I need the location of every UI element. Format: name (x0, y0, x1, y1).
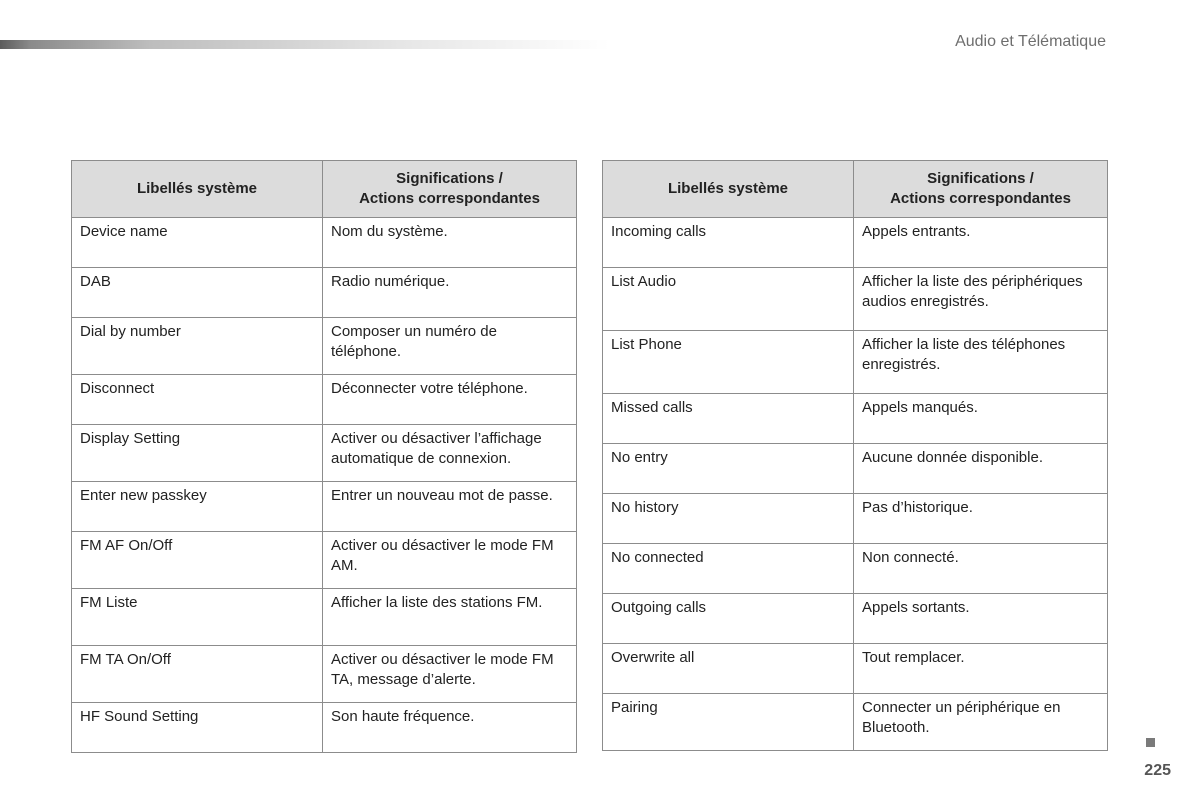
column-header-meaning (323, 161, 577, 218)
row-meaning: Son haute fréquence. (323, 703, 577, 753)
row-label: FM TA On/Off (72, 646, 323, 703)
table-header-row (72, 161, 577, 218)
page-number: 225 (1144, 762, 1171, 779)
table-row (603, 268, 1108, 331)
row-label: HF Sound Setting (72, 703, 323, 753)
table-row (72, 532, 577, 589)
column-header-label: Libellés système (72, 161, 323, 218)
row-meaning: Appels entrants. (854, 218, 1108, 268)
glossary-table-right (602, 160, 1108, 751)
row-label: Disconnect (72, 375, 323, 425)
table-row (603, 394, 1108, 444)
header-gradient-bar (0, 40, 610, 49)
row-meaning: Aucune donnée disponible. (854, 444, 1108, 494)
row-meaning: Appels manqués. (854, 394, 1108, 444)
column-header-meaning-line1: Significations / (396, 170, 503, 187)
row-meaning: Tout remplacer. (854, 644, 1108, 694)
row-label: FM Liste (72, 589, 323, 646)
row-label: Missed calls (603, 394, 854, 444)
row-meaning: Radio numérique. (323, 268, 577, 318)
column-header-meaning-line1: Significations / (927, 170, 1034, 187)
glossary-table-left (71, 160, 577, 753)
row-meaning: Activer ou désactiver le mode FM AM. (323, 532, 577, 589)
table-row (72, 425, 577, 482)
table-row (72, 646, 577, 703)
row-label: No entry (603, 444, 854, 494)
row-label: No connected (603, 544, 854, 594)
row-meaning: Pas d’historique. (854, 494, 1108, 544)
row-label: List Phone (603, 331, 854, 394)
row-label: FM AF On/Off (72, 532, 323, 589)
section-title: Audio et Télématique (955, 33, 1106, 50)
row-label: Dial by number (72, 318, 323, 375)
row-meaning: Afficher la liste des périphériques audios enregistrés. (854, 268, 1108, 331)
table-row (603, 594, 1108, 644)
continuation-marker-icon (1146, 738, 1155, 747)
table-row (603, 544, 1108, 594)
table-row (72, 218, 577, 268)
row-label: Pairing (603, 694, 854, 751)
column-header-meaning-line2: Actions correspondantes (890, 190, 1071, 207)
row-label: Overwrite all (603, 644, 854, 694)
row-meaning: Non connecté. (854, 544, 1108, 594)
column-header-meaning-line2: Actions correspondantes (359, 190, 540, 207)
table-header-row (603, 161, 1108, 218)
row-meaning: Nom du système. (323, 218, 577, 268)
table-row (72, 589, 577, 646)
table-row (72, 318, 577, 375)
table-row (603, 444, 1108, 494)
row-label: List Audio (603, 268, 854, 331)
row-meaning: Afficher la liste des téléphones enregistrés. (854, 331, 1108, 394)
row-label: No history (603, 494, 854, 544)
column-header-meaning (854, 161, 1108, 218)
table-row (603, 694, 1108, 751)
table-row (603, 331, 1108, 394)
row-meaning: Composer un numéro de téléphone. (323, 318, 577, 375)
table-row (603, 218, 1108, 268)
table-row (72, 268, 577, 318)
table-row (72, 375, 577, 425)
row-meaning: Entrer un nouveau mot de passe. (323, 482, 577, 532)
row-label: Incoming calls (603, 218, 854, 268)
row-meaning: Activer ou désactiver l’affichage automatique de connexion. (323, 425, 577, 482)
row-meaning: Appels sortants. (854, 594, 1108, 644)
column-header-label: Libellés système (603, 161, 854, 218)
row-meaning: Connecter un périphérique en Bluetooth. (854, 694, 1108, 751)
table-row (603, 494, 1108, 544)
row-label: Display Setting (72, 425, 323, 482)
row-meaning: Déconnecter votre téléphone. (323, 375, 577, 425)
row-meaning: Afficher la liste des stations FM. (323, 589, 577, 646)
table-row (72, 703, 577, 753)
table-row (603, 644, 1108, 694)
row-label: Outgoing calls (603, 594, 854, 644)
row-meaning: Activer ou désactiver le mode FM TA, message d’alerte. (323, 646, 577, 703)
row-label: Enter new passkey (72, 482, 323, 532)
row-label: Device name (72, 218, 323, 268)
table-row (72, 482, 577, 532)
row-label: DAB (72, 268, 323, 318)
